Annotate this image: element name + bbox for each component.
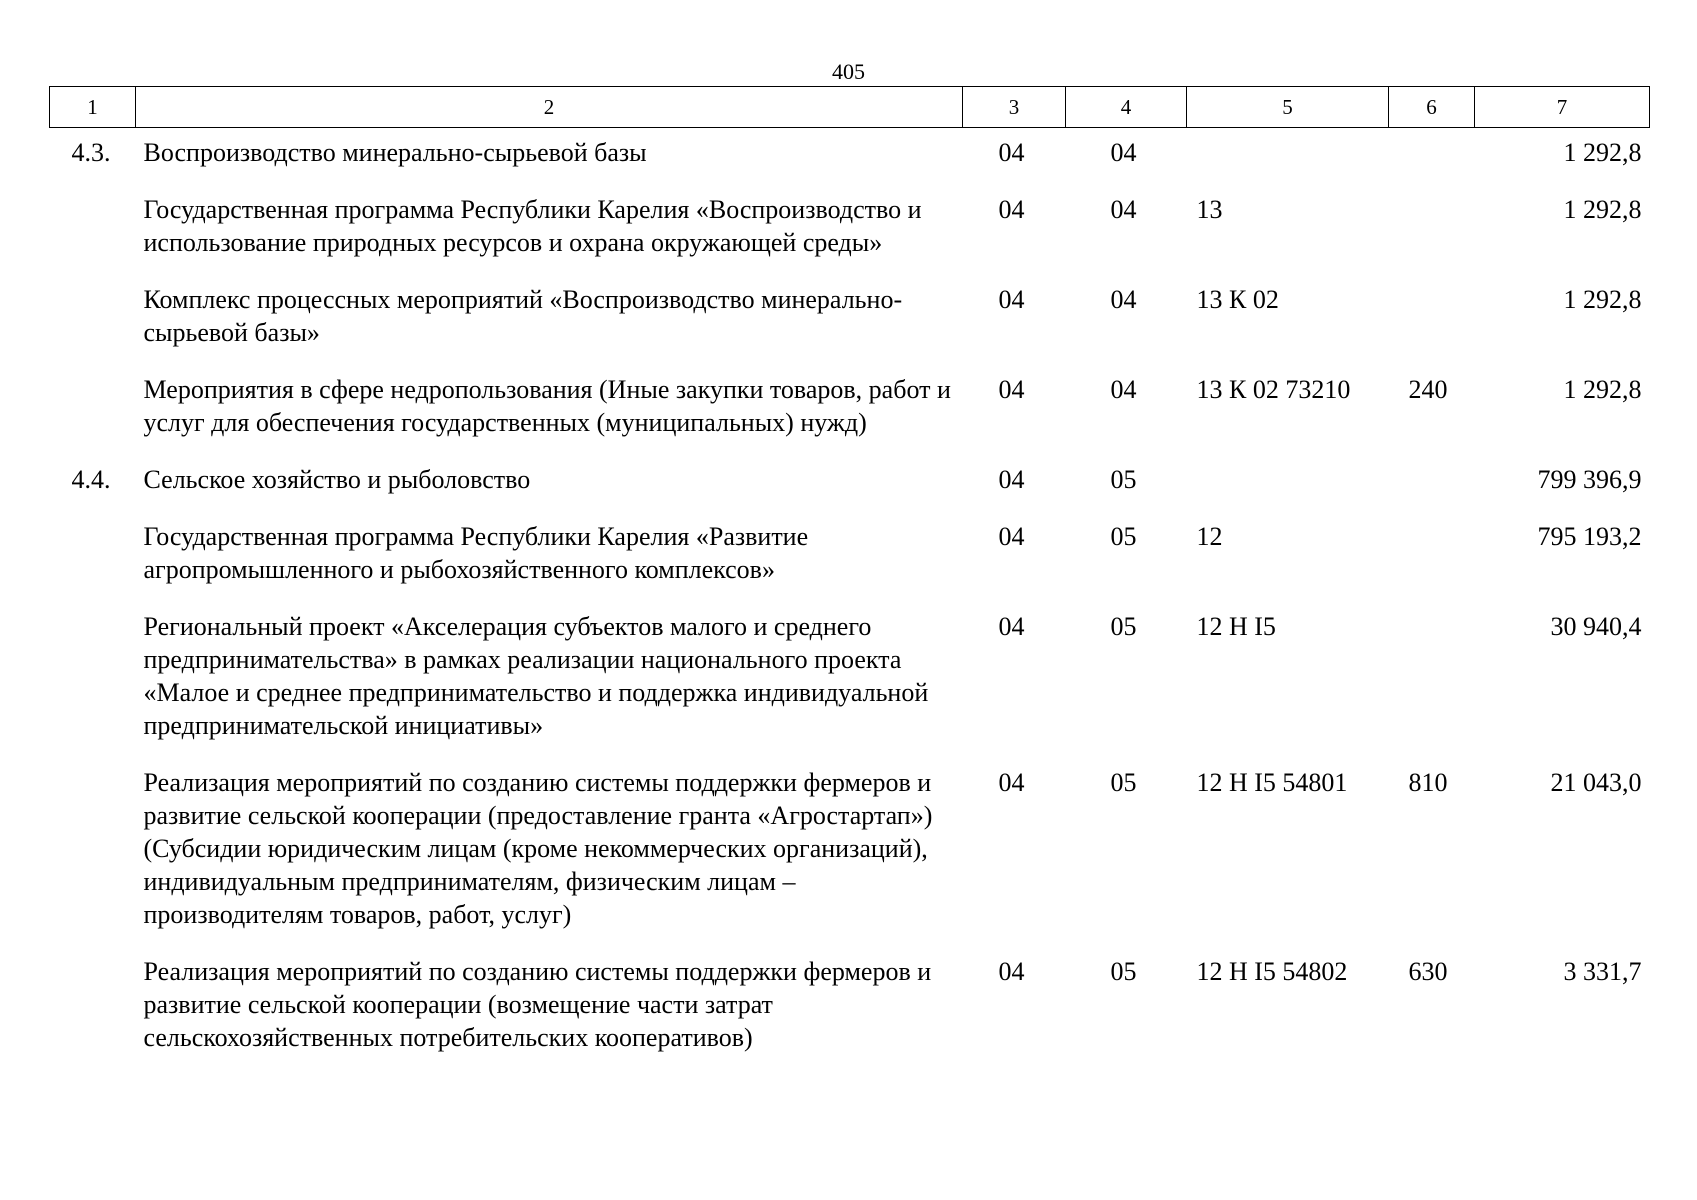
row-target-code: 12 Н I5 54801 — [1196, 768, 1348, 797]
row-subsection: 05 — [1110, 768, 1137, 797]
row-name: Комплекс процессных мероприятий «Воспроизводство минерально-сырьевой базы» — [143, 285, 903, 347]
row-expense-type: 240 — [1408, 375, 1448, 404]
row-subsection: 04 — [1110, 285, 1137, 314]
row-section: 04 — [998, 768, 1025, 797]
row-amount: 30 940,4 — [1550, 612, 1642, 641]
row-number — [50, 185, 136, 275]
row-expense-type — [1389, 455, 1475, 512]
row-section: 04 — [998, 195, 1025, 224]
header-col-5: 5 — [1187, 87, 1389, 128]
table-row — [50, 602, 1650, 758]
row-target-code — [1187, 128, 1389, 186]
row-section: 04 — [998, 375, 1025, 404]
row-subsection: 04 — [1110, 138, 1137, 167]
row-amount: 799 396,9 — [1537, 465, 1642, 494]
row-name: Реализация мероприятий по созданию системы поддержки фермеров и развитие сельской кооперации (возмещение части затрат сельскохозяйственных потребительских кооперативов) — [143, 957, 932, 1052]
row-name: Мероприятия в сфере недропользования (Иные закупки товаров, работ и услуг для обеспечения государственных (муниципальных) нужд) — [143, 375, 951, 437]
table-row — [50, 275, 1650, 365]
header-col-7: 7 — [1475, 87, 1650, 128]
row-target-code: 13 К 02 — [1196, 285, 1279, 314]
row-name: Государственная программа Республики Карелия «Развитие агропромышленного и рыбохозяйственного комплексов» — [143, 522, 809, 584]
row-subsection: 04 — [1110, 195, 1137, 224]
row-name: Государственная программа Республики Карелия «Воспроизводство и использование природных ресурсов и охрана окружающей среды» — [143, 195, 922, 257]
row-section: 04 — [998, 957, 1025, 986]
header-col-6: 6 — [1389, 87, 1475, 128]
row-amount: 1 292,8 — [1563, 285, 1642, 314]
row-section: 04 — [998, 285, 1025, 314]
table-row — [50, 128, 1650, 186]
row-subsection: 05 — [1110, 612, 1137, 641]
table-row — [50, 185, 1650, 275]
table-header — [50, 87, 1650, 128]
budget-table — [49, 86, 1650, 1070]
row-expense-type: 810 — [1408, 768, 1448, 797]
row-subsection: 04 — [1110, 375, 1137, 404]
table-row — [50, 512, 1650, 602]
header-col-3: 3 — [963, 87, 1066, 128]
row-target-code: 12 Н I5 — [1196, 612, 1276, 641]
row-target-code: 12 — [1196, 522, 1223, 551]
row-expense-type — [1389, 128, 1475, 186]
row-expense-type — [1389, 185, 1475, 275]
row-expense-type: 630 — [1408, 957, 1448, 986]
row-number — [50, 758, 136, 947]
row-expense-type — [1389, 275, 1475, 365]
row-number: 4.4. — [71, 465, 111, 494]
table-body — [50, 128, 1650, 1071]
row-section: 04 — [998, 465, 1025, 494]
header-col-2: 2 — [136, 87, 963, 128]
row-name: Реализация мероприятий по созданию системы поддержки фермеров и развитие сельской кооперации (предоставление гранта «Агростартап») (Субсидии юридическим лицам (кроме некоммерческих организаций), индивидуальным предпринимателям, физическим лицам – производителям товаров, работ, услуг) — [143, 768, 933, 929]
row-section: 04 — [998, 138, 1025, 167]
row-target-code: 13 — [1196, 195, 1223, 224]
row-subsection: 05 — [1110, 957, 1137, 986]
row-name: Региональный проект «Акселерация субъектов малого и среднего предпринимательства» в рамках реализации национального проекта «Малое и среднее предпринимательство и поддержка индивидуальной предпринимательской инициативы» — [143, 612, 929, 740]
row-amount: 1 292,8 — [1563, 195, 1642, 224]
row-name: Сельское хозяйство и рыболовство — [143, 465, 531, 494]
row-subsection: 05 — [1110, 465, 1137, 494]
row-target-code: 13 К 02 73210 — [1196, 375, 1351, 404]
row-section: 04 — [998, 522, 1025, 551]
table-row — [50, 455, 1650, 512]
header-col-4: 4 — [1066, 87, 1187, 128]
row-expense-type — [1389, 602, 1475, 758]
table-row — [50, 947, 1650, 1070]
row-amount: 795 193,2 — [1537, 522, 1642, 551]
row-amount: 1 292,8 — [1563, 138, 1642, 167]
header-col-1: 1 — [50, 87, 136, 128]
row-number — [50, 365, 136, 455]
row-name: Воспроизводство минерально-сырьевой базы — [143, 138, 647, 167]
row-number — [50, 275, 136, 365]
row-number — [50, 512, 136, 602]
row-expense-type — [1389, 512, 1475, 602]
row-target-code — [1187, 455, 1389, 512]
table-row — [50, 365, 1650, 455]
row-amount: 1 292,8 — [1563, 375, 1642, 404]
page-number: 405 — [832, 59, 865, 84]
row-target-code: 12 Н I5 54802 — [1196, 957, 1348, 986]
table-row — [50, 758, 1650, 947]
row-amount: 21 043,0 — [1550, 768, 1642, 797]
row-number — [50, 947, 136, 1070]
row-number — [50, 602, 136, 758]
row-amount: 3 331,7 — [1563, 957, 1642, 986]
row-subsection: 05 — [1110, 522, 1137, 551]
row-number: 4.3. — [71, 138, 111, 167]
row-section: 04 — [998, 612, 1025, 641]
